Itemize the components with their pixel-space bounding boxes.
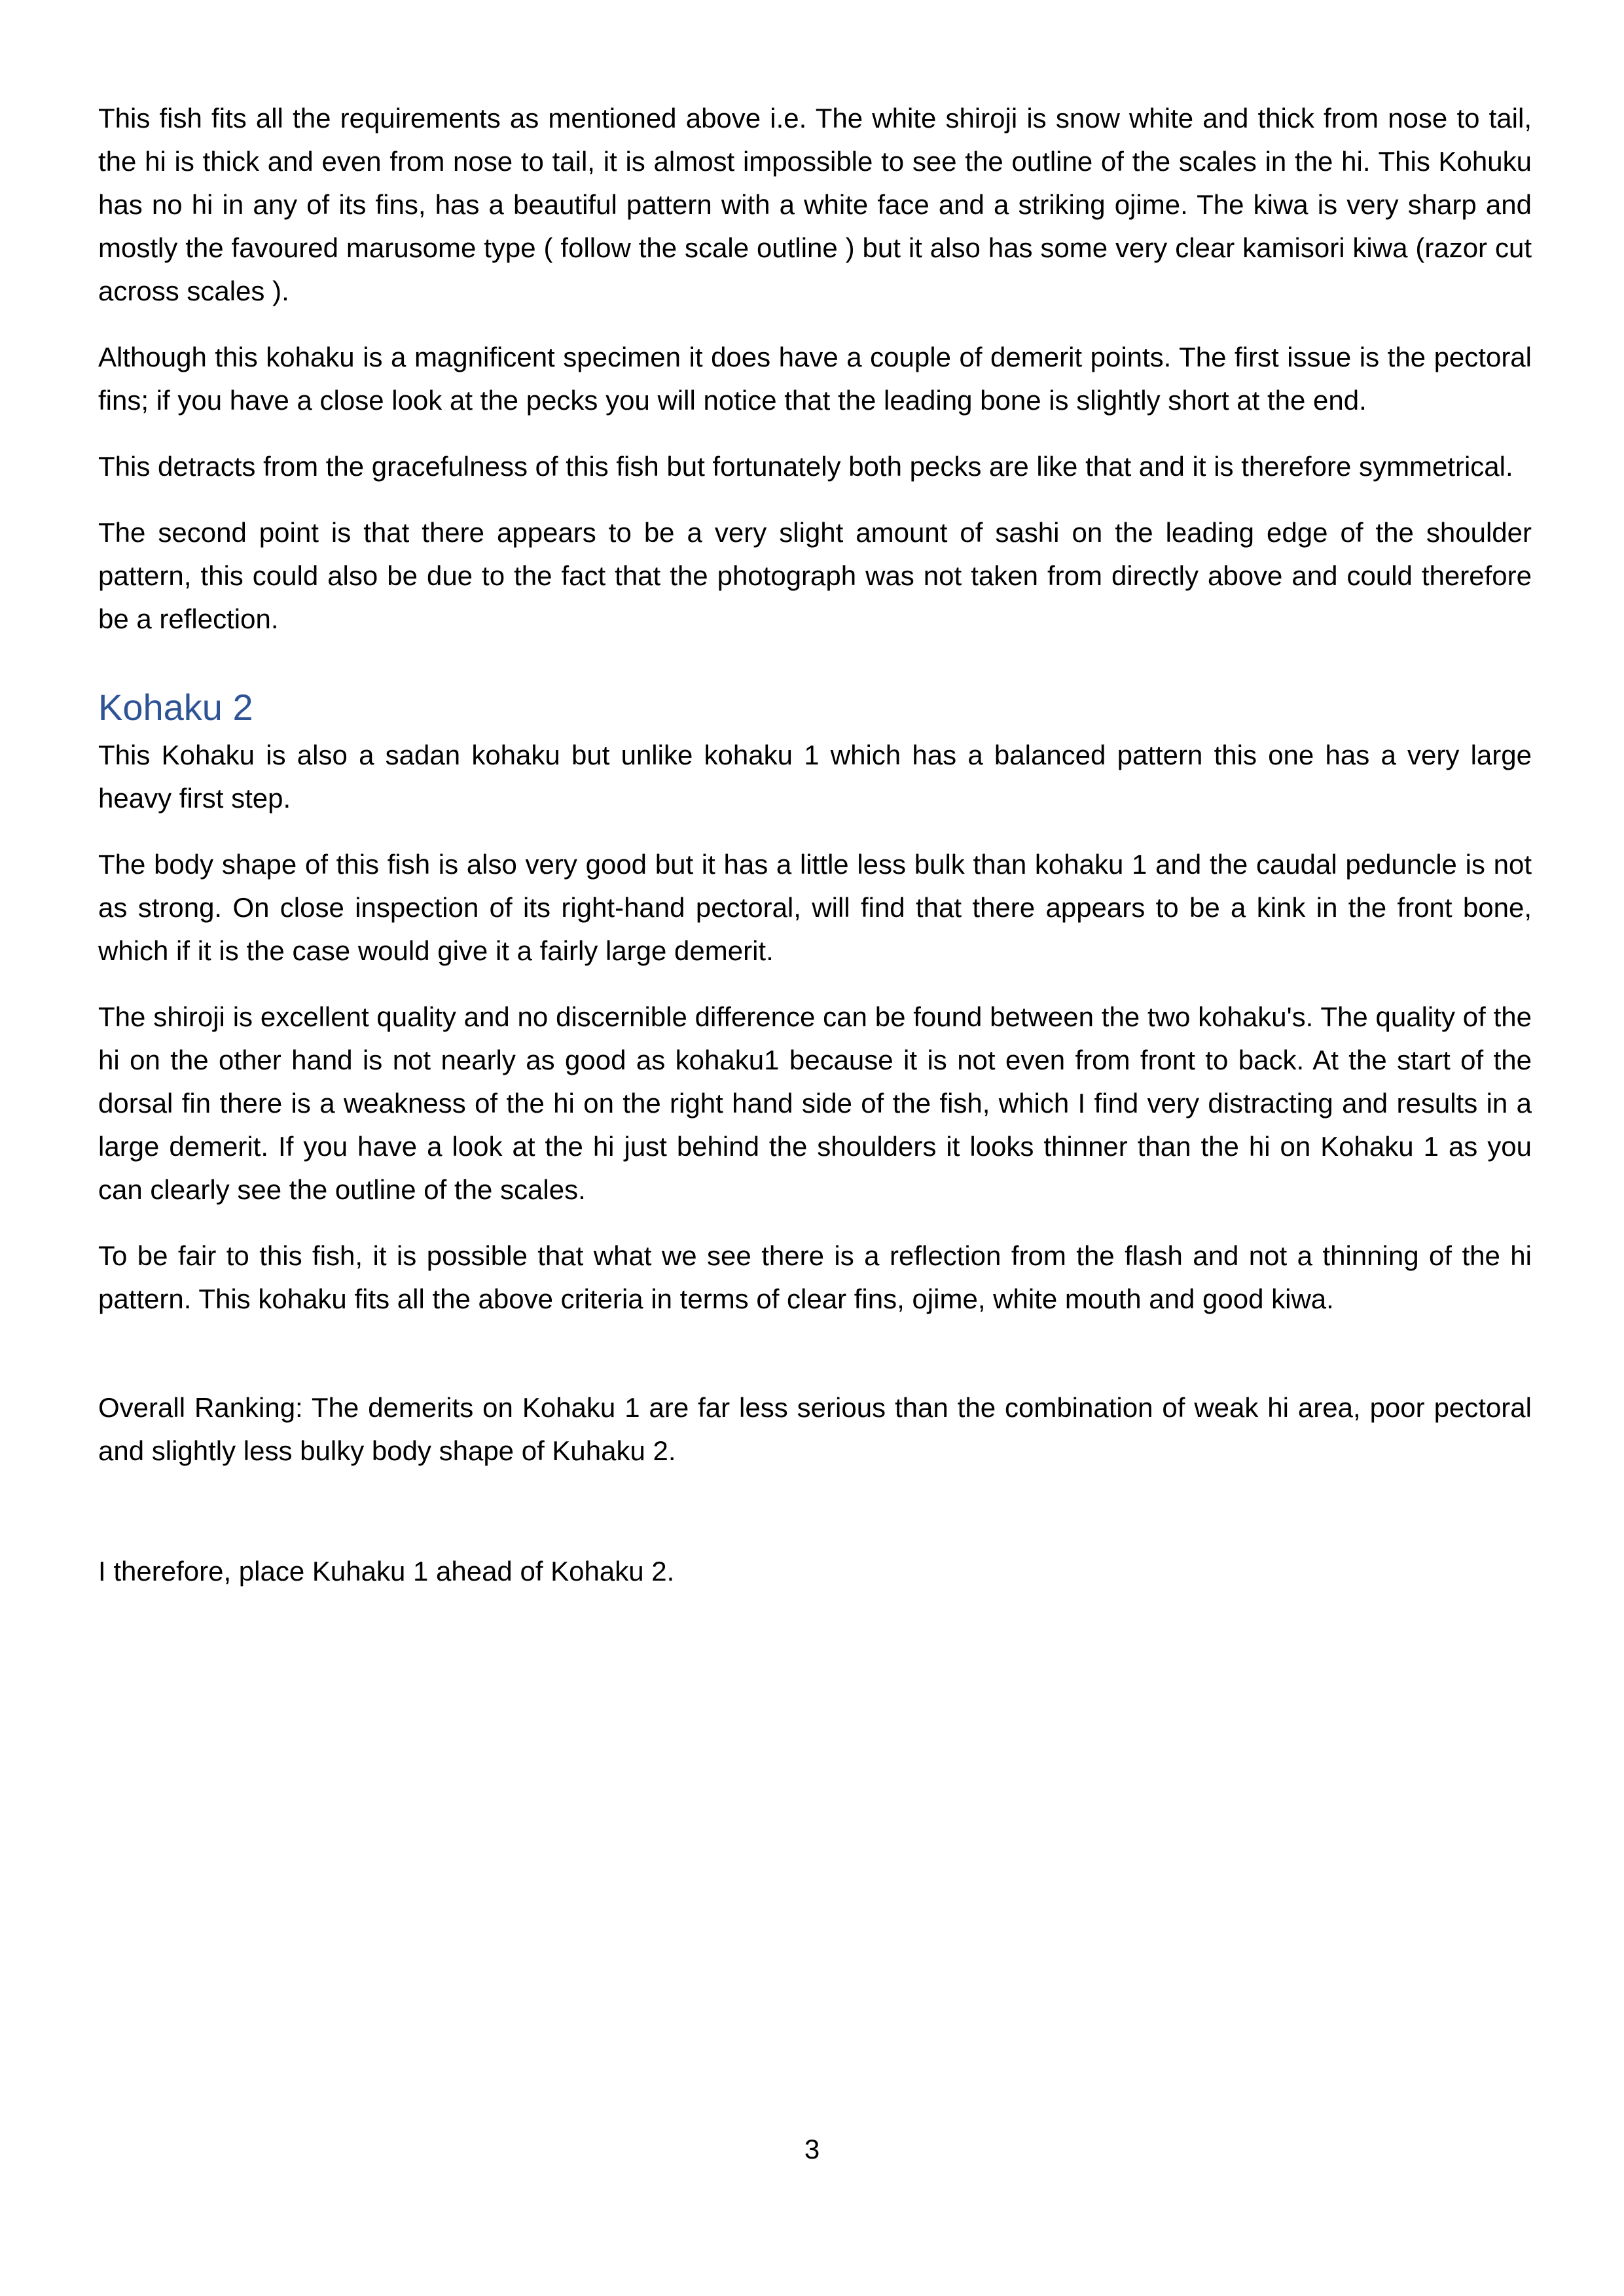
intro-paragraph-4: The second point is that there appears to be a very slight amount of sashi on the leading edge of the shoulder pattern, this could also be due to the fact that the photograph was not taken from directly above and could therefore be a reflection.: [98, 517, 1532, 634]
page-number: 3: [804, 2134, 820, 2164]
overall-ranking-paragraph: Overall Ranking: The demerits on Kohaku 1 are far less serious than the combination of weak hi area, poor pectoral and slightly less bulky body shape of Kuhaku 2.: [98, 1392, 1532, 1466]
conclusion-paragraph: I therefore, place Kuhaku 1 ahead of Kohaku 2.: [98, 1556, 675, 1587]
intro-paragraph-2: Although this kohaku is a magnificent specimen it does have a couple of demerit points. The first issue is the pectoral fins; if you have a close look at the pecks you will notice that the leading bone is slightly short at the end.: [98, 342, 1532, 416]
kohaku-2-paragraph-4: To be fair to this fish, it is possible that what we see there is a reflection from the flash and not a thinning of the hi pattern. This kohaku fits all the above criteria in terms of clear fins, ojime, white mouth and good kiwa.: [98, 1240, 1532, 1314]
intro-paragraph-1: This fish fits all the requirements as mentioned above i.e. The white shiroji is snow white and thick from nose to tail, the hi is thick and even from nose to tail, it is almost impossible to see the outline of the scales in the hi. This Kohuku has no hi in any of its fins, has a beautiful pattern with a white face and a striking ojime. The kiwa is very sharp and mostly the favoured marusome type ( follow the scale outline ) but it also has some very clear kamisori kiwa (razor cut across scales ).: [98, 103, 1532, 306]
intro-paragraph-3: This detracts from the gracefulness of this fish but fortunately both pecks are like that and it is therefore symmetrical.: [98, 451, 1513, 482]
kohaku-2-paragraph-2: The body shape of this fish is also very good but it has a little less bulk than kohaku 1 and the caudal peduncle is not as strong. On close inspection of its right-hand pectoral, will find that there appears to be a kink in the front bone, which if it is the case would give it a fairly large demerit.: [98, 849, 1532, 966]
page-content: [98, 97, 1532, 1616]
kohaku-2-paragraph-3: The shiroji is excellent quality and no discernible difference can be found between the two kohaku's. The quality of the hi on the other hand is not nearly as good as kohaku1 because it is not even from front to back. At the start of the dorsal fin there is a weakness of the hi on the right hand side of the fish, which I find very distracting and results in a large demerit. If you have a look at the hi just behind the shoulders it looks thinner than the hi on Kohaku 1 as you can clearly see the outline of the scales.: [98, 1001, 1532, 1205]
section-heading-kohaku-2: Kohaku 2: [98, 687, 253, 728]
kohaku-2-paragraph-1: This Kohaku is also a sadan kohaku but unlike kohaku 1 which has a balanced pattern this one has a very large heavy first step.: [98, 740, 1532, 814]
